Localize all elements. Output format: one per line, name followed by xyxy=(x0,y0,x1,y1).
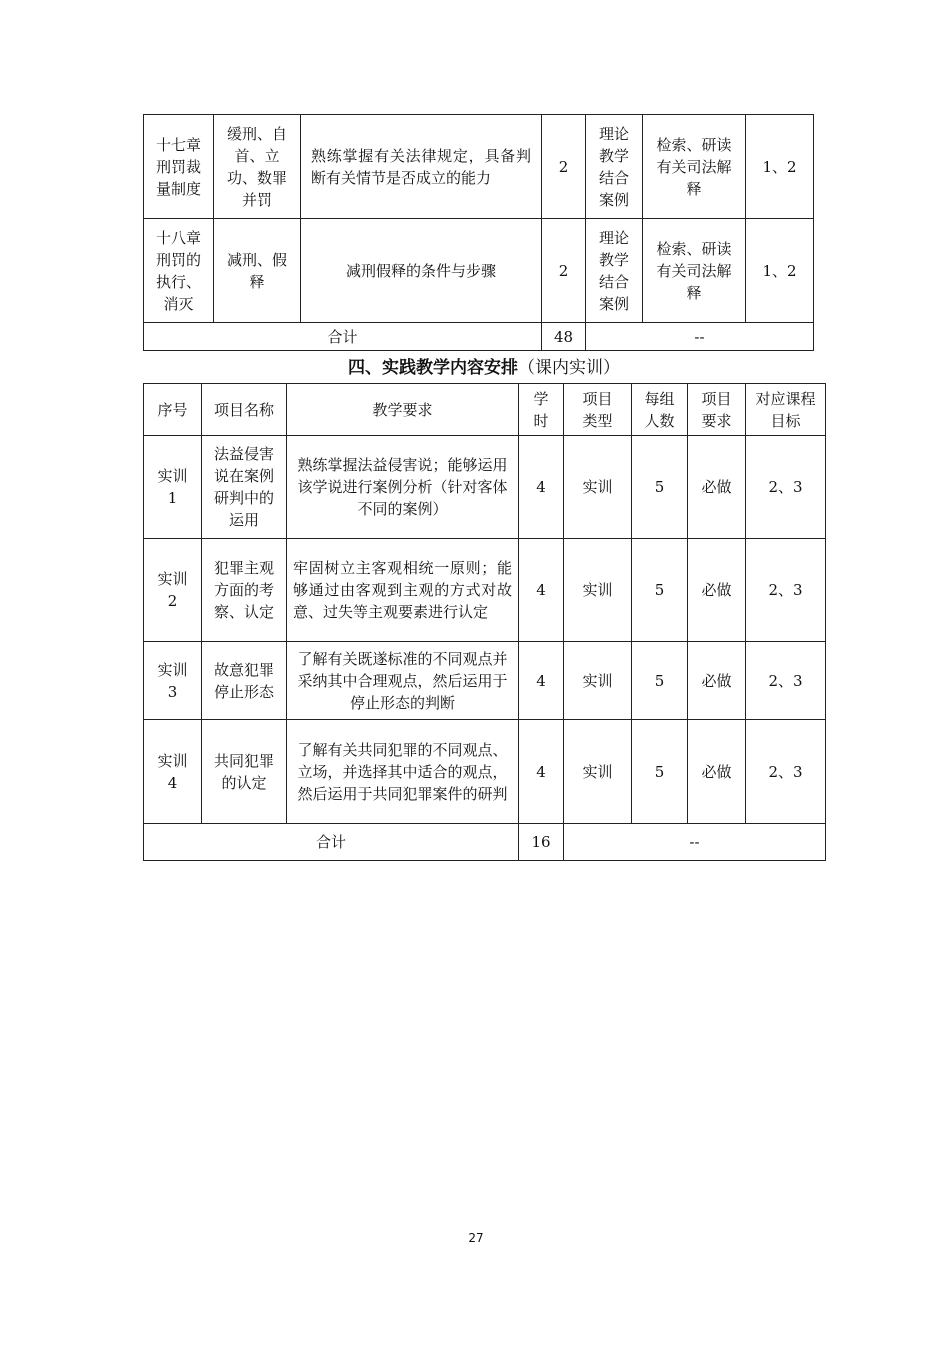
name-cell: 故意犯罪停止形态 xyxy=(202,642,287,720)
objective-cell: 1、2 xyxy=(746,219,814,323)
chapter-cell: 十七章刑罚裁量制度 xyxy=(144,115,214,219)
chapter-cell: 十八章刑罚的执行、消灭 xyxy=(144,219,214,323)
header-hours: 学时 xyxy=(519,384,564,436)
hours-cell: 2 xyxy=(542,219,586,323)
type-cell: 实训 xyxy=(564,720,632,824)
req-cell: 必做 xyxy=(688,642,746,720)
total-hours: 16 xyxy=(519,824,564,861)
content-cell: 减刑、假释 xyxy=(214,219,301,323)
requirement-cell: 了解有关既遂标准的不同观点并采纳其中合理观点，然后运用于停止形态的判断 xyxy=(287,642,519,720)
header-type: 项目类型 xyxy=(564,384,632,436)
objective-cell: 2、3 xyxy=(746,539,826,642)
objective-cell: 2、3 xyxy=(746,720,826,824)
req-cell: 必做 xyxy=(688,436,746,539)
objective-cell: 2、3 xyxy=(746,436,826,539)
table-row xyxy=(144,539,826,642)
seq-cell: 实训3 xyxy=(144,642,202,720)
req-cell: 必做 xyxy=(688,720,746,824)
requirement-cell: 牢固树立主客观相统一原则；能够通过由客观到主观的方式对故意、过失等主观要素进行认定 xyxy=(287,539,519,642)
name-cell: 法益侵害说在案例研判中的运用 xyxy=(202,436,287,539)
content-cell: 缓刑、自首、立功、数罪并罚 xyxy=(214,115,301,219)
name-cell: 共同犯罪的认定 xyxy=(202,720,287,824)
total-dash: -- xyxy=(586,323,814,351)
table-row xyxy=(144,115,814,219)
section-title-note: （课内实训） xyxy=(518,358,620,378)
type-cell: 实训 xyxy=(564,642,632,720)
hours-cell: 2 xyxy=(542,115,586,219)
hours-cell: 4 xyxy=(519,642,564,720)
header-req: 项目要求 xyxy=(688,384,746,436)
seq-cell: 实训4 xyxy=(144,720,202,824)
table-row xyxy=(144,642,826,720)
section-title-main: 四、实践教学内容安排 xyxy=(348,358,518,378)
type-cell: 实训 xyxy=(564,539,632,642)
objective-cell: 1、2 xyxy=(746,115,814,219)
section-title xyxy=(143,355,825,381)
method-cell: 理论教学结合案例 xyxy=(586,115,643,219)
total-dash: -- xyxy=(564,824,826,861)
hours-cell: 4 xyxy=(519,436,564,539)
table-row xyxy=(144,436,826,539)
table-row xyxy=(144,720,826,824)
page-number: 27 xyxy=(468,1231,484,1245)
hours-cell: 4 xyxy=(519,720,564,824)
header-objective: 对应课程目标 xyxy=(746,384,826,436)
seq-cell: 实训2 xyxy=(144,539,202,642)
header-group: 每组人数 xyxy=(632,384,688,436)
theory-schedule-table xyxy=(143,114,814,351)
table-row xyxy=(144,219,814,323)
header-requirement: 教学要求 xyxy=(287,384,519,436)
hours-cell: 4 xyxy=(519,539,564,642)
requirement-cell: 熟练掌握法益侵害说；能够运用该学说进行案例分析（针对客体不同的案例） xyxy=(287,436,519,539)
total-hours: 48 xyxy=(542,323,586,351)
type-cell: 实训 xyxy=(564,436,632,539)
method-cell: 理论教学结合案例 xyxy=(586,219,643,323)
req-cell: 必做 xyxy=(688,539,746,642)
total-label: 合计 xyxy=(144,824,519,861)
group-cell: 5 xyxy=(632,642,688,720)
group-cell: 5 xyxy=(632,539,688,642)
group-cell: 5 xyxy=(632,436,688,539)
practice-schedule-table xyxy=(143,383,826,861)
activity-cell: 检索、研读有关司法解释 xyxy=(643,219,746,323)
activity-cell: 检索、研读有关司法解释 xyxy=(643,115,746,219)
header-name: 项目名称 xyxy=(202,384,287,436)
header-row xyxy=(144,384,826,436)
seq-cell: 实训1 xyxy=(144,436,202,539)
requirement-cell: 减刑假释的条件与步骤 xyxy=(301,219,542,323)
total-row xyxy=(144,824,826,861)
name-cell: 犯罪主观方面的考察、认定 xyxy=(202,539,287,642)
requirement-cell: 熟练掌握有关法律规定，具备判断有关情节是否成立的能力 xyxy=(301,115,542,219)
total-label: 合计 xyxy=(144,323,542,351)
requirement-cell: 了解有关共同犯罪的不同观点、立场，并选择其中适合的观点，然后运用于共同犯罪案件的研判 xyxy=(287,720,519,824)
total-row xyxy=(144,323,814,351)
header-seq: 序号 xyxy=(144,384,202,436)
group-cell: 5 xyxy=(632,720,688,824)
objective-cell: 2、3 xyxy=(746,642,826,720)
